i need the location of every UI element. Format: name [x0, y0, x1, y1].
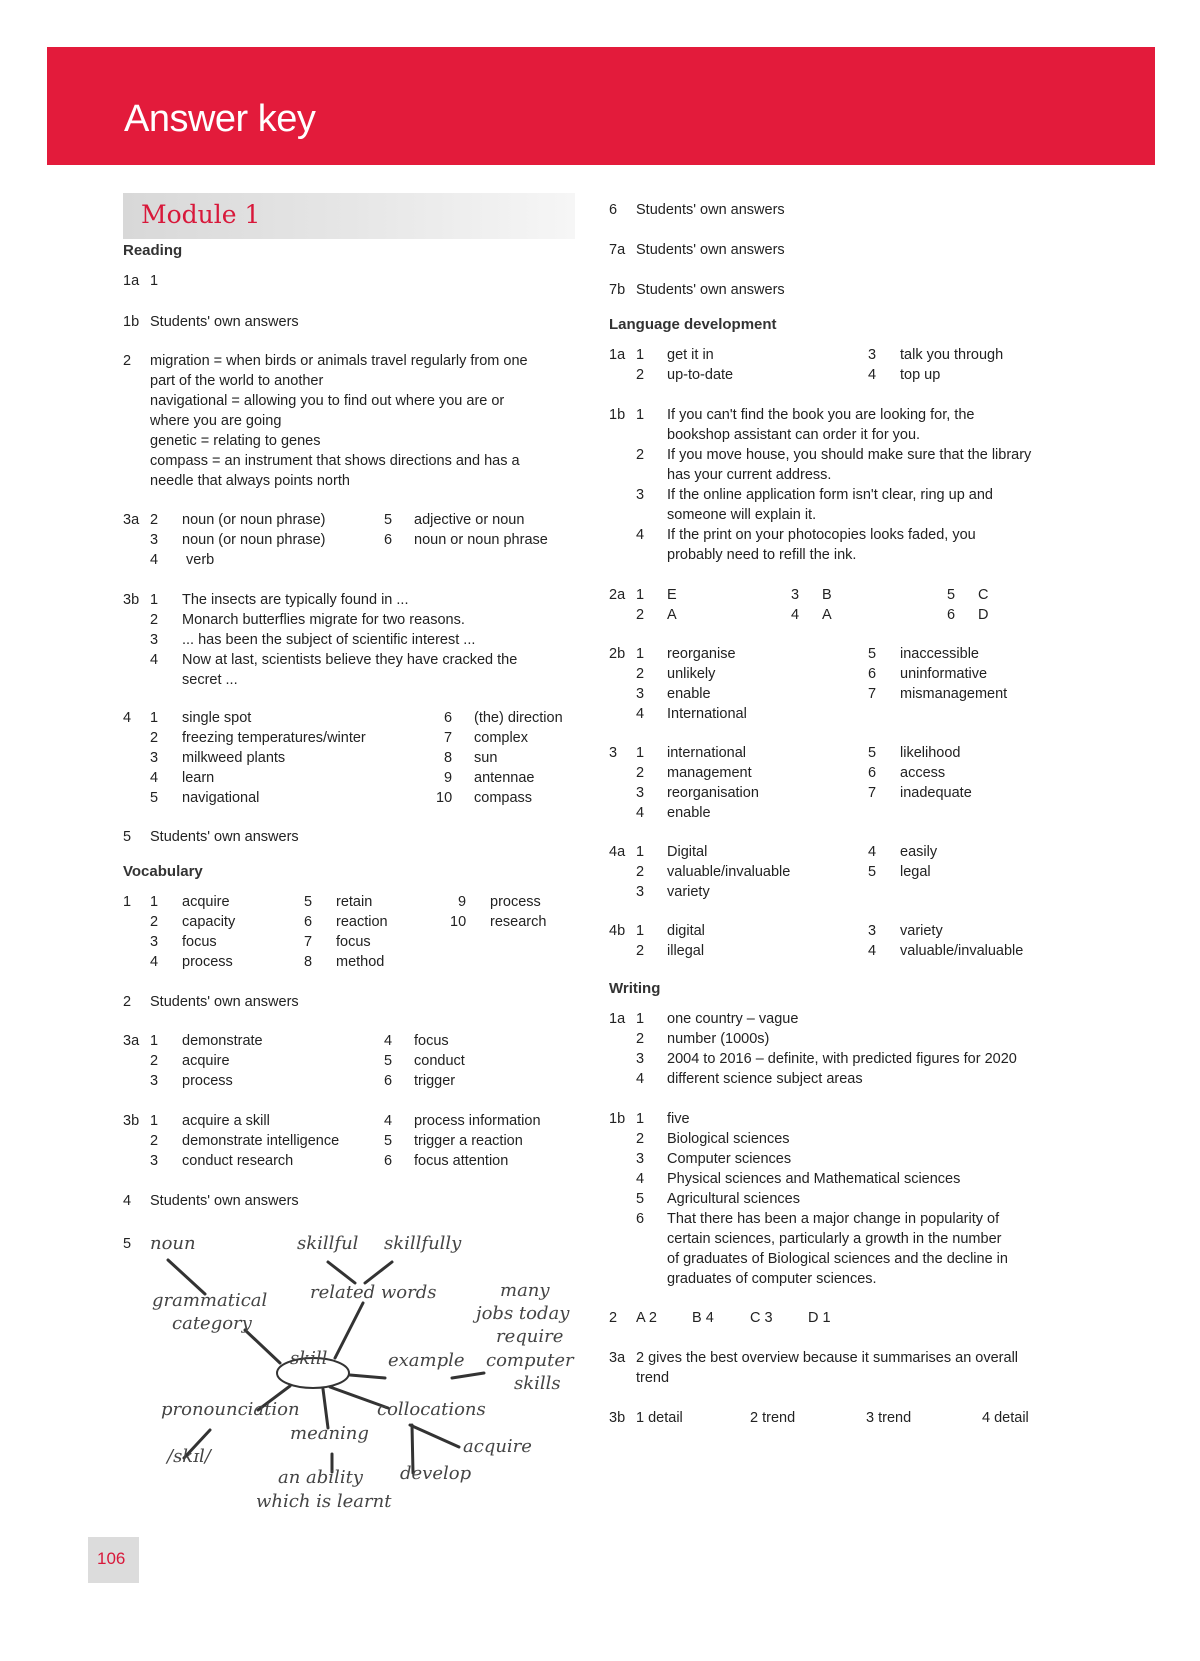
page-number: 106 — [97, 1549, 126, 1568]
answer-text: 5 — [304, 894, 313, 910]
answer-text: Computer sciences — [667, 1151, 792, 1167]
answer-text: Students' own answers — [150, 1193, 299, 1209]
answer-text: trigger a reaction — [414, 1133, 523, 1149]
answer-text: 3a — [123, 512, 140, 528]
answer-text: 1 — [636, 587, 645, 603]
answer-text: 8 — [304, 954, 313, 970]
answer-text: 5 — [868, 745, 877, 761]
answer-text: likelihood — [900, 745, 961, 761]
answer-text: 2 — [636, 1131, 645, 1147]
answer-text: 1 — [636, 347, 645, 363]
answer-text: 3 — [636, 487, 645, 503]
answer-text: 1 — [123, 894, 132, 910]
answer-text: conduct research — [182, 1153, 294, 1169]
answer-text: illegal — [667, 943, 705, 959]
answer-text: 4 — [636, 706, 645, 722]
answer-text: 2 — [636, 864, 645, 880]
answer-text: reaction — [336, 914, 388, 930]
answer-text: Students' own answers — [636, 202, 785, 218]
answer-text: Monarch butterflies migrate for two reasons. — [182, 612, 465, 628]
answer-text: 5 — [868, 864, 877, 880]
answer-text: enable — [667, 686, 711, 702]
answer-text: secret ... — [182, 672, 238, 688]
module-title: Module 1 — [141, 200, 261, 229]
answer-text: 4 — [868, 367, 877, 383]
answer-text: 1 — [636, 646, 645, 662]
answer-text: 3 — [636, 884, 645, 900]
answer-text: 7a — [609, 242, 626, 258]
answer-text: C 3 — [750, 1310, 773, 1326]
answer-text: 2b — [609, 646, 626, 662]
answer-text: noun or noun phrase — [414, 532, 548, 548]
answer-text: 3 — [609, 745, 618, 761]
answer-text: 2 gives the best overview because it summarises an overall — [636, 1350, 1019, 1366]
answer-text: inadequate — [900, 785, 972, 801]
answer-text: of graduates of Biological sciences and the decline in — [667, 1251, 1008, 1267]
answer-text: 4 — [150, 552, 159, 568]
mind-map-label: meaning — [290, 1423, 369, 1444]
answer-text: milkweed plants — [182, 750, 286, 766]
answer-text: access — [900, 765, 946, 781]
answer-text: 1 — [150, 894, 159, 910]
answer-text: legal — [900, 864, 931, 880]
answer-text: 1 — [150, 592, 159, 608]
mind-map-link — [365, 1262, 392, 1283]
answer-text: 4 — [868, 844, 877, 860]
mind-map-label: related words — [310, 1282, 437, 1303]
mind-map-label: /skɪl/ — [167, 1446, 211, 1467]
answer-text: 5 — [947, 587, 956, 603]
answer-text: 2 — [636, 367, 645, 383]
answer-text: noun (or noun phrase) — [182, 532, 326, 548]
answer-text: 2 — [636, 447, 645, 463]
answer-text: 3 trend — [866, 1410, 912, 1426]
answer-text: 3 — [150, 632, 159, 648]
answer-text: demonstrate — [182, 1033, 263, 1049]
answer-text: complex — [474, 730, 528, 746]
answer-text: one country – vague — [667, 1011, 799, 1027]
answer-text: Agricultural sciences — [667, 1191, 800, 1207]
answer-text: reorganisation — [667, 785, 759, 801]
answer-text: process information — [414, 1113, 541, 1129]
answer-text: easily — [900, 844, 938, 860]
answer-text: If you move house, you should make sure that the library — [667, 447, 1032, 463]
answer-text: Students' own answers — [636, 282, 785, 298]
answer-text: process — [182, 954, 233, 970]
answer-text: process — [490, 894, 541, 910]
mind-map-link — [410, 1425, 459, 1447]
answer-text: A — [667, 607, 677, 623]
mind-map-label: example — [388, 1350, 465, 1371]
answer-text: talk you through — [900, 347, 1004, 363]
answer-text: 8 — [444, 750, 453, 766]
answer-text: part of the world to another — [150, 373, 324, 389]
answer-text: 3 — [150, 532, 159, 548]
answer-text: 3 — [150, 1153, 159, 1169]
answer-text: mismanagement — [900, 686, 1008, 702]
answer-text: 3 — [636, 686, 645, 702]
answer-text: variety — [667, 884, 710, 900]
answer-text: 2a — [609, 587, 626, 603]
answer-text: 6 — [384, 532, 393, 548]
answer-text: 1 — [150, 1113, 159, 1129]
answer-text: conduct — [414, 1053, 465, 1069]
answer-text: 2 — [150, 1053, 159, 1069]
answer-text: focus — [336, 934, 371, 950]
answer-text: (the) direction — [474, 710, 563, 726]
mind-map-link — [452, 1373, 484, 1378]
answer-text: 9 — [444, 770, 453, 786]
answer-text: trend — [636, 1370, 670, 1386]
answer-text: needle that always points north — [150, 473, 350, 489]
mind-map-label: noun — [150, 1233, 196, 1254]
answer-text: 5 — [123, 829, 132, 845]
answer-text: 3 — [868, 923, 877, 939]
answer-text: 4 — [150, 652, 159, 668]
answer-text: That there has been a major change in popularity of — [667, 1211, 1000, 1227]
answer-text: 7b — [609, 282, 626, 298]
answer-text: focus — [414, 1033, 449, 1049]
answer-text: someone will explain it. — [667, 507, 817, 523]
answer-text: single spot — [182, 710, 252, 726]
mind-map-label: which is learnt — [256, 1491, 392, 1512]
mind-map-label: skill — [290, 1348, 328, 1369]
answer-text: ... has been the subject of scientific interest ... — [182, 632, 476, 648]
mind-map-label: skillfully — [384, 1233, 462, 1254]
answer-text: trigger — [414, 1073, 456, 1089]
answer-text: A 2 — [636, 1310, 657, 1326]
answer-text: 4 — [636, 527, 645, 543]
answer-text: certain sciences, particularly a growth in the number — [667, 1231, 1002, 1247]
answer-text: valuable/invaluable — [900, 943, 1024, 959]
answer-text: international — [667, 745, 746, 761]
mind-map-label: category — [172, 1313, 252, 1334]
answer-text: B — [822, 587, 832, 603]
answer-text: 3 — [636, 785, 645, 801]
answer-text: 1 — [636, 1111, 645, 1127]
answer-text: International — [667, 706, 747, 722]
answer-text: 4 — [791, 607, 800, 623]
answer-text: 2 — [636, 943, 645, 959]
answer-text: 10 — [436, 790, 453, 806]
answer-text: 6 — [636, 1211, 645, 1227]
answer-text: 7 — [444, 730, 453, 746]
answer-text: inaccessible — [900, 646, 979, 662]
answer-text: acquire a skill — [182, 1113, 270, 1129]
answer-text: 2 — [150, 1133, 159, 1149]
answer-text: 1a — [123, 273, 140, 289]
answer-text: 6 — [444, 710, 453, 726]
answer-text: Students' own answers — [636, 242, 785, 258]
answer-text: 2 — [123, 994, 132, 1010]
answer-text: Students' own answers — [150, 314, 299, 330]
answer-text: 1 detail — [636, 1410, 683, 1426]
answer-text: management — [667, 765, 752, 781]
answer-text: 1 — [150, 1033, 159, 1049]
answer-text: navigational — [182, 790, 260, 806]
answer-text: genetic = relating to genes — [150, 433, 321, 449]
answer-text: enable — [667, 805, 711, 821]
answer-text: B 4 — [692, 1310, 714, 1326]
mind-map-label: skills — [514, 1373, 561, 1394]
section-heading: Vocabulary — [123, 863, 203, 880]
answer-text: demonstrate intelligence — [182, 1133, 340, 1149]
answer-text: 2 — [150, 612, 159, 628]
answer-text: 5 — [384, 1133, 393, 1149]
answer-text: D — [978, 607, 989, 623]
answer-text: noun (or noun phrase) — [182, 512, 326, 528]
mind-map-label: grammatical — [152, 1290, 268, 1311]
answer-text: focus — [182, 934, 217, 950]
answer-text: 6 — [868, 765, 877, 781]
answer-text: 2 trend — [750, 1410, 796, 1426]
answer-text: 1 — [150, 710, 159, 726]
answer-text: 2 — [636, 607, 645, 623]
answer-text: 3b — [123, 592, 140, 608]
answer-text: research — [490, 914, 547, 930]
section-heading: Reading — [123, 242, 183, 259]
answer-text: 1b — [609, 407, 626, 423]
answer-text: probably need to refill the ink. — [667, 547, 857, 563]
answer-text: capacity — [182, 914, 236, 930]
answer-text: Physical sciences and Mathematical sciences — [667, 1171, 961, 1187]
answer-text: 6 — [384, 1153, 393, 1169]
answer-text: 7 — [868, 785, 877, 801]
answer-text: antennae — [474, 770, 535, 786]
answer-text: different science subject areas — [667, 1071, 863, 1087]
answer-text: 3 — [150, 1073, 159, 1089]
answer-text: 2 — [150, 914, 159, 930]
answer-text: 7 — [304, 934, 313, 950]
module-header — [123, 193, 575, 239]
mind-map-label: jobs today — [476, 1303, 570, 1324]
answer-text: 2 — [150, 730, 159, 746]
answer-text: digital — [667, 923, 705, 939]
answer-text: 4a — [609, 844, 626, 860]
answer-text: 4 — [123, 710, 132, 726]
answer-text: E — [667, 587, 677, 603]
answer-text: 4b — [609, 923, 626, 939]
answer-text: 4 — [868, 943, 877, 959]
answer-text: 3b — [123, 1113, 140, 1129]
answer-text: 3 — [636, 1151, 645, 1167]
answer-text: navigational = allowing you to find out where you are or — [150, 393, 505, 409]
answer-text: freezing temperatures/winter — [182, 730, 366, 746]
answer-text: Students' own answers — [150, 994, 299, 1010]
answer-text: 1 — [636, 923, 645, 939]
answer-text: 3 — [150, 934, 159, 950]
answer-text: bookshop assistant can order it for you. — [667, 427, 921, 443]
answer-text: 4 — [384, 1113, 393, 1129]
mind-map-label: many — [500, 1280, 550, 1301]
answer-text: 2 — [636, 1031, 645, 1047]
mind-map-label: require — [496, 1326, 564, 1347]
answer-text: 4 — [636, 1071, 645, 1087]
answer-text: 4 detail — [982, 1410, 1029, 1426]
answer-text: 4 — [123, 1193, 132, 1209]
answer-text: 2 — [150, 512, 159, 528]
answer-text: number (1000s) — [667, 1031, 770, 1047]
mind-map-link — [350, 1375, 385, 1378]
answer-text: up-to-date — [667, 367, 734, 383]
answer-text: 10 — [450, 914, 467, 930]
answer-text: If the online application form isn't clear, ring up and — [667, 487, 993, 503]
mind-map-link — [168, 1260, 205, 1294]
answer-text: reorganise — [667, 646, 736, 662]
answer-text: 1a — [609, 1011, 626, 1027]
answer-text: 6 — [384, 1073, 393, 1089]
answer-text: 3 — [868, 347, 877, 363]
answer-text: retain — [336, 894, 373, 910]
answer-text: learn — [182, 770, 215, 786]
answer-text: If you can't find the book you are looking for, the — [667, 407, 975, 423]
answer-text: 5 — [384, 512, 393, 528]
answer-text: graduates of computer sciences. — [667, 1271, 877, 1287]
answer-text: compass — [474, 790, 533, 806]
answer-text: 3 — [636, 1051, 645, 1067]
answer-text: get it in — [667, 347, 714, 363]
mind-map-label: acquire — [463, 1436, 532, 1457]
mind-map-label: an ability — [278, 1467, 363, 1488]
answer-text: A — [822, 607, 832, 623]
mind-map-link — [245, 1330, 280, 1363]
answer-text: adjective or noun — [414, 512, 525, 528]
page-number-box — [88, 1537, 139, 1583]
answer-text: uninformative — [900, 666, 988, 682]
answer-text: D 1 — [808, 1310, 831, 1326]
mind-map-label: computer — [486, 1350, 574, 1371]
answer-text: Digital — [667, 844, 708, 860]
answer-text: C — [978, 587, 989, 603]
answer-text: 3a — [609, 1350, 626, 1366]
answer-text: 2 — [123, 353, 132, 369]
answer-text: 9 — [458, 894, 467, 910]
mind-map-label: skillful — [297, 1233, 359, 1254]
section-heading: Writing — [609, 980, 661, 997]
answer-text: 1a — [609, 347, 626, 363]
answer-text: method — [336, 954, 385, 970]
answer-text: focus attention — [414, 1153, 509, 1169]
mind-map-label: develop — [400, 1463, 472, 1484]
answer-text: 1b — [123, 314, 140, 330]
answer-text: valuable/invaluable — [667, 864, 791, 880]
answer-text: If the print on your photocopies looks faded, you — [667, 527, 976, 543]
answer-text: 6 — [304, 914, 313, 930]
answer-text: Students' own answers — [150, 829, 299, 845]
answer-text: 6 — [609, 202, 618, 218]
answer-text: 5 — [636, 1191, 645, 1207]
answer-text: 3 — [150, 750, 159, 766]
answer-text: 6 — [868, 666, 877, 682]
answer-text: Biological sciences — [667, 1131, 790, 1147]
answer-text: 1 — [150, 273, 159, 289]
answer-text: 5 — [868, 646, 877, 662]
mind-map-label: collocations — [377, 1399, 486, 1420]
answer-text: 2 — [636, 765, 645, 781]
answer-text: 3a — [123, 1033, 140, 1049]
answer-text: 4 — [636, 1171, 645, 1187]
answer-text: 7 — [868, 686, 877, 702]
answer-text: compass = an instrument that shows directions and has a — [150, 453, 520, 469]
answer-text: 4 — [150, 770, 159, 786]
answer-text: 4 — [636, 805, 645, 821]
answer-text: The insects are typically found in ... — [182, 592, 409, 608]
page-title: Answer key — [124, 98, 316, 140]
mind-map-link — [335, 1303, 363, 1358]
answer-text: unlikely — [667, 666, 716, 682]
answer-text: sun — [474, 750, 498, 766]
answer-text: process — [182, 1073, 233, 1089]
answer-text: 2 — [609, 1310, 618, 1326]
answer-text: 6 — [947, 607, 956, 623]
answer-text: 1 — [636, 844, 645, 860]
answer-text: Now at last, scientists believe they have cracked the — [182, 652, 518, 668]
answer-text: 1 — [636, 745, 645, 761]
answer-text: 3 — [791, 587, 800, 603]
answer-text: acquire — [182, 894, 230, 910]
mind-map-link — [328, 1262, 355, 1283]
answer-text: acquire — [182, 1053, 230, 1069]
answer-text: 4 — [384, 1033, 393, 1049]
answer-text: 5 — [384, 1053, 393, 1069]
answer-text: 5 — [150, 790, 159, 806]
answer-text: has your current address. — [667, 467, 832, 483]
answer-text: 4 — [150, 954, 159, 970]
mind-map-label: pronounciation — [161, 1399, 300, 1420]
answer-text: five — [667, 1111, 690, 1127]
answer-text: 1b — [609, 1111, 626, 1127]
answer-text: migration = when birds or animals travel regularly from one — [150, 353, 528, 369]
answer-text: 3b — [609, 1410, 626, 1426]
answer-text: 1 — [636, 1011, 645, 1027]
answer-text: 2 — [636, 666, 645, 682]
answer-text: variety — [900, 923, 943, 939]
answer-text: where you are going — [150, 413, 282, 429]
answer-text: verb — [186, 552, 215, 568]
section-heading: Language development — [609, 316, 777, 333]
answer-text: top up — [900, 367, 941, 383]
answer-text: 2004 to 2016 – definite, with predicted figures for 2020 — [667, 1051, 1017, 1067]
answer-text: 1 — [636, 407, 645, 423]
answer-text: 5 — [123, 1236, 132, 1252]
